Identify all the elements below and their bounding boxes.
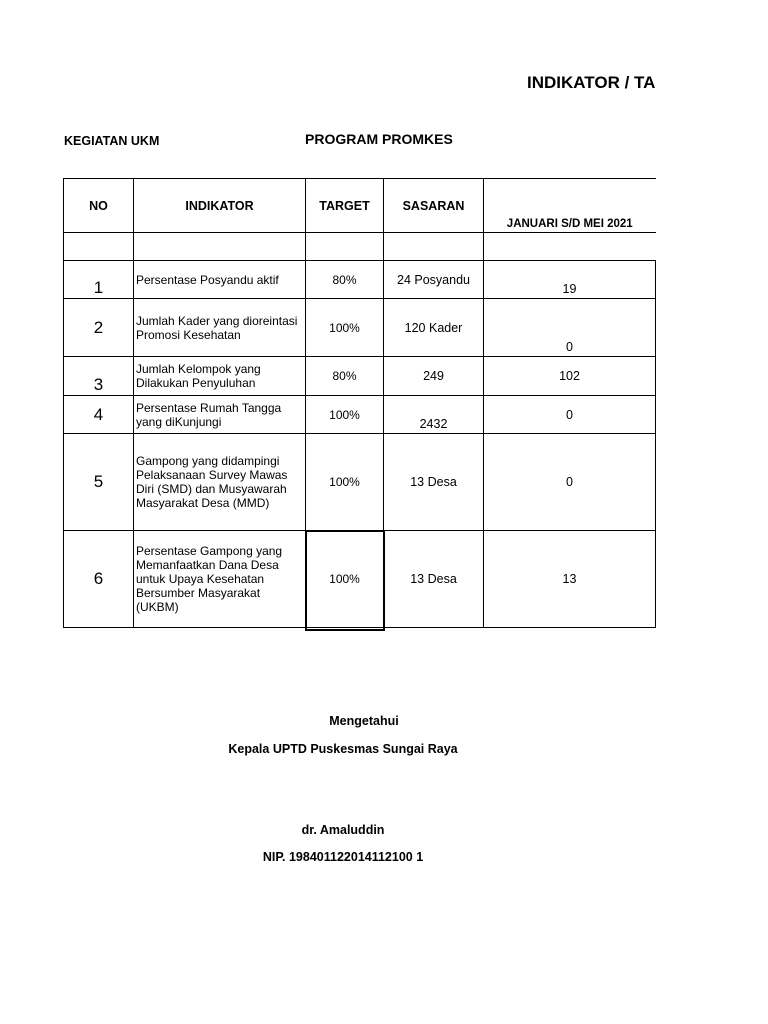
row-indikator: Gampong yang didampingi Pelaksanaan Survey Mawas Diri (SMD) dan Musyawarah Masyarakat Desa (MMD) (134, 434, 306, 531)
header-period: JANUARI S/D MEI 2021 (484, 179, 656, 233)
table-header-row (64, 179, 656, 233)
signer-position: Kepala UPTD Puskesmas Sungai Raya (228, 742, 458, 756)
row-no: 6 (64, 531, 134, 628)
row-indikator: Persentase Posyandu aktif (134, 261, 306, 299)
mengetahui-label: Mengetahui (329, 714, 399, 728)
kegiatan-label: KEGIATAN UKM (64, 134, 160, 148)
table-row (64, 299, 656, 357)
header-no: NO (64, 179, 134, 233)
row-capaian: 13 (484, 531, 656, 628)
row-no: 2 (64, 299, 134, 357)
row-capaian: 19 (484, 261, 656, 299)
header-target: TARGET (306, 179, 384, 233)
row-target: 100% (306, 531, 384, 628)
row-indikator: Jumlah Kader yang dioreintasi Promosi Kesehatan (134, 299, 306, 357)
table-row (64, 396, 656, 434)
row-target: 100% (306, 434, 384, 531)
header-sasaran: SASARAN (384, 179, 484, 233)
program-label: PROGRAM PROMKES (305, 131, 453, 147)
row-sasaran: 2432 (384, 396, 484, 434)
table-spacer-row (64, 233, 656, 261)
signer-name: dr. Amaluddin (301, 823, 385, 837)
header-indikator: INDIKATOR (134, 179, 306, 233)
row-sasaran: 13 Desa (384, 434, 484, 531)
row-target: 100% (306, 396, 384, 434)
row-capaian: 102 (484, 357, 656, 396)
table-row (64, 434, 656, 531)
selected-cell-highlight (305, 530, 385, 631)
row-target: 100% (306, 299, 384, 357)
row-target: 80% (306, 261, 384, 299)
row-capaian: 0 (484, 396, 656, 434)
table-row (64, 357, 656, 396)
row-sasaran: 24 Posyandu (384, 261, 484, 299)
row-no: 1 (64, 261, 134, 299)
row-no: 4 (64, 396, 134, 434)
row-sasaran: 249 (384, 357, 484, 396)
row-sasaran: 13 Desa (384, 531, 484, 628)
row-indikator: Jumlah Kelompok yang Dilakukan Penyuluhan (134, 357, 306, 396)
row-no: 3 (64, 357, 134, 396)
row-capaian: 0 (484, 299, 656, 357)
row-sasaran: 120 Kader (384, 299, 484, 357)
row-capaian: 0 (484, 434, 656, 531)
row-no: 5 (64, 434, 134, 531)
table-row (64, 261, 656, 299)
row-target: 80% (306, 357, 384, 396)
row-indikator: Persentase Rumah Tangga yang diKunjungi (134, 396, 306, 434)
signer-nip: NIP. 198401122014112100 1 (262, 850, 424, 864)
row-indikator: Persentase Gampong yang Memanfaatkan Dana Desa untuk Upaya Kesehatan Bersumber Masyarakat (UKBM) (134, 531, 306, 628)
document-title: INDIKATOR / TA (527, 73, 656, 92)
